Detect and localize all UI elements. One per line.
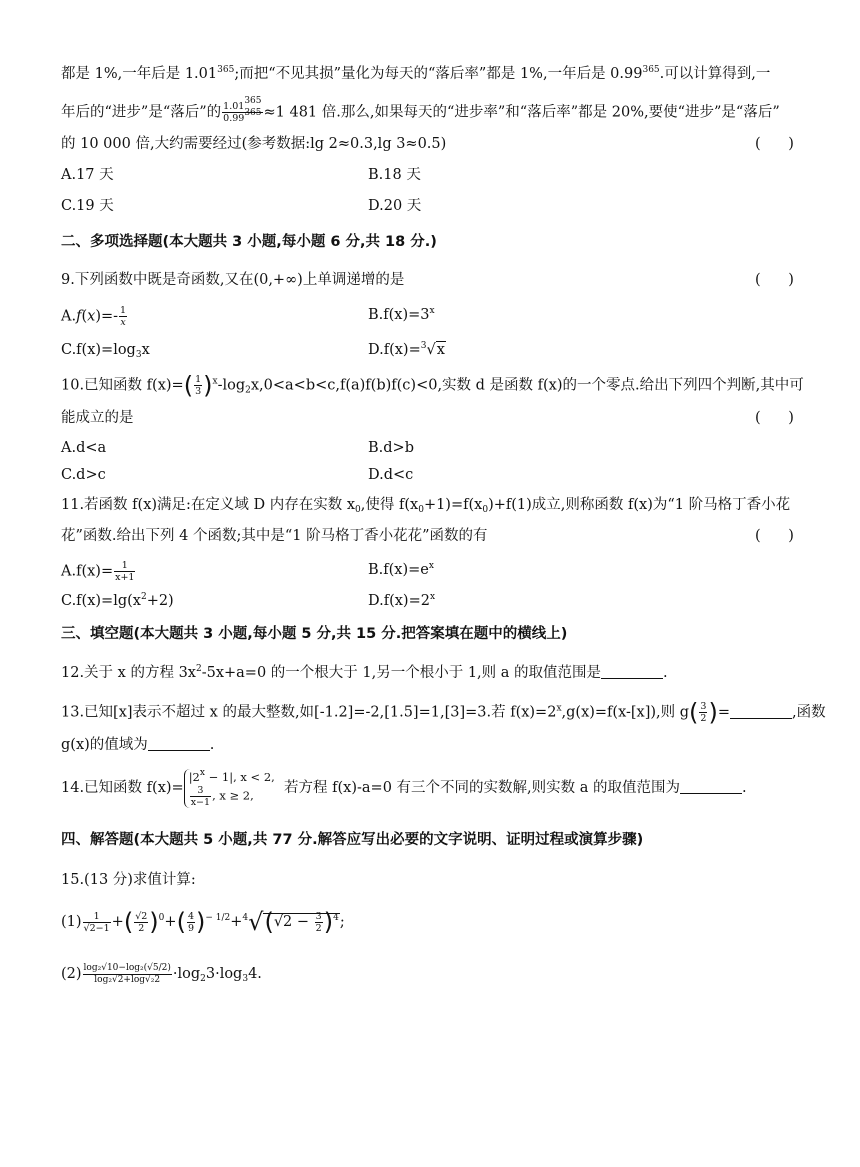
answer-blank[interactable] <box>680 779 742 794</box>
q13-line-2: g(x)的值域为 . <box>61 737 215 753</box>
q11-option-b: $B.f(x)=e^x$ <box>368 561 434 578</box>
ratio-fraction: $\frac{1.01^{365}}{0.99^{365}}$ <box>223 96 262 124</box>
q11-option-c: $C.f(x)=\lg(x^2+2)$ <box>61 592 174 609</box>
q9-option-c: $C.f(x)=\log_3x$ <box>61 342 150 360</box>
q11-line-1: 11.若函数 f(x)满足:在定义域 D 内存在实数 $x_0$,使得 $f(x_0+1)=f(x_0)+f(1)$成立,则称函数 f(x)为“1 阶马格丁香小花 <box>61 497 791 515</box>
q9-option-a: A.f(x)=- $\frac{1}{x}$ <box>61 305 127 328</box>
q9-option-b: $B.f(x)=3^x$ <box>368 306 435 323</box>
section-3-heading: 三、填空题(本大题共 3 小题,每小题 5 分,共 15 分.把答案填在题中的横线上) <box>61 626 568 642</box>
q8-line-2: 年后的“进步”是“落后”的 $\frac{1.01^{365}}{0.99^{365}}$ ≈1 481 倍.那么,如果每天的“进步率”和“落后率”都是 20%,要使“进步”是“落后” <box>61 96 780 124</box>
q11-option-a: A.f(x)= $\frac{1}{x+1}$ <box>61 560 135 583</box>
q15-title: 15.(13 分)求值计算: <box>61 872 196 888</box>
q10-line-1: 10.已知函数 f(x)=( $\frac{1}{3}$ )$^x-\log_2x,0<a<b<c,f(a)f(b)f(c)<0$,实数 d 是函数 f(x)的一个零点.给出下列四个判断,其中可 <box>61 371 804 400</box>
q8-option-a: A.17 天 <box>61 167 114 183</box>
answer-paren: ( ) <box>755 272 794 288</box>
answer-paren: ( ) <box>755 136 794 152</box>
q10-option-d: D.d<c <box>368 467 414 483</box>
q13-line-1: 13.已知[x]表示不超过 x 的最大整数,如[-1.2]=-2,[1.5]=1,[3]=3.若 $f(x)=2^x,g(x)=f(x-[x])$,则 g( $\frac{3}{2}$ )= ,函数 <box>61 698 826 727</box>
piecewise-brace: $|2^x - 1|$, x < 2, $\frac{3}{x-1}$ , x ≥ 2, <box>184 769 275 808</box>
q15-part-1: (1) $\frac{1}{√2-1}$ +( $\frac{√2}{2}$ )$^0$+( $\frac{4}{9}$ )$^{- 1/2}$+$^4$√(√2 − $\frac{3}{2}$ )$^4$; <box>61 908 345 936</box>
answer-blank[interactable] <box>148 736 210 751</box>
q8-line-1: 都是 1%,一年后是 1.01$^{365}$;而把“不见其损”量化为每天的“落后率”都是 1%,一年后是 0.99$^{365}$.可以计算得到,一 <box>61 65 771 82</box>
q8-option-c: C.19 天 <box>61 198 114 214</box>
answer-paren: ( ) <box>755 410 794 426</box>
answer-blank[interactable] <box>730 704 792 719</box>
q10-line-2: 能成立的是 <box>61 410 134 426</box>
q10-option-c: C.d>c <box>61 467 106 483</box>
q8-line-3: 的 10 000 倍,大约需要经过(参考数据:lg 2≈0.3,lg 3≈0.5) <box>61 136 447 152</box>
section-2-heading: 二、多项选择题(本大题共 3 小题,每小题 6 分,共 18 分.) <box>61 234 437 250</box>
q9-option-d: D.f(x)=$^3$√x <box>368 341 445 358</box>
q9-stem: 9.下列函数中既是奇函数,又在(0,+∞)上单调递增的是 <box>61 272 405 288</box>
answer-blank[interactable] <box>601 664 663 679</box>
q11-option-d: $D.f(x)=2^x$ <box>368 592 436 609</box>
q12-line: 12.关于 x 的方程 $3x^2-5x+a=0$ 的一个根大于 1,另一个根小于 1,则 a 的取值范围是 . <box>61 664 668 681</box>
q10-option-a: A.d<a <box>61 440 107 456</box>
q10-option-b: B.d>b <box>368 440 414 456</box>
q8-option-b: B.18 天 <box>368 167 421 183</box>
q11-line-2: 花”函数.给出下列 4 个函数;其中是“1 阶马格丁香小花花”函数的有 <box>61 528 488 544</box>
q14-line: 14.已知函数 f(x)= $|2^x - 1|$, x < 2, $\frac{3}{x-1}$ , x ≥ 2, 若方程 f(x)-a=0 有三个不同的实数解,则实数 a 的取值范围为 . <box>61 767 747 808</box>
section-4-heading: 四、解答题(本大题共 5 小题,共 77 分.解答应写出必要的文字说明、证明过程或演算步骤) <box>61 832 644 848</box>
answer-paren: ( ) <box>755 528 794 544</box>
q8-option-d: D.20 天 <box>368 198 422 214</box>
q15-part-2: (2) $\frac{\text{log₂√10−log₂(√5/2)}}{\text{log₂√2+log√₂2}}$ $\cdot\log_23\cdot\log_34$. <box>61 962 262 985</box>
